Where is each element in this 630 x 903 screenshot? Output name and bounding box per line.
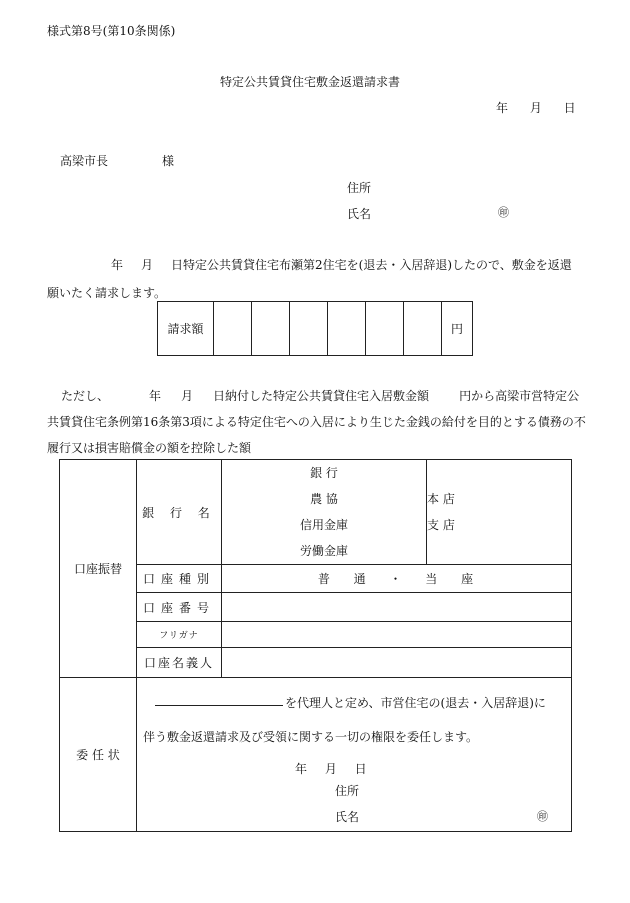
request-year: 年 bbox=[111, 258, 124, 272]
form-number: 様式第8号(第10条関係) bbox=[47, 24, 176, 38]
amount-label: 請求額 bbox=[158, 302, 214, 356]
mandate-seal-mark: ㊞ bbox=[537, 810, 548, 823]
mandate-name-label: 氏名 bbox=[335, 810, 360, 824]
deduction-intro: ただし、 bbox=[61, 389, 110, 403]
mandate-line-2: 伴う敷金返還請求及び受領に関する一切の権限を委任します。 bbox=[143, 730, 479, 744]
account-table bbox=[59, 459, 572, 832]
amount-digit-cell[interactable] bbox=[214, 302, 252, 356]
amount-box bbox=[157, 301, 473, 356]
request-month: 月 bbox=[141, 258, 154, 272]
applicant-address-label: 住所 bbox=[347, 181, 372, 195]
branch-main: 本 店 bbox=[427, 492, 455, 506]
addressee-honorific: 様 bbox=[162, 154, 175, 168]
bank-type-agri: 農 協 bbox=[310, 492, 338, 506]
document-title: 特定公共賃貸住宅敷金返還請求書 bbox=[220, 75, 401, 89]
deduction-month: 月 bbox=[181, 389, 194, 403]
account-holder-label: 口座名義人 bbox=[137, 648, 222, 678]
account-number-label: 口座番号 bbox=[137, 593, 222, 622]
document-date: 年 月 日 bbox=[496, 101, 576, 115]
bank-type-options[interactable] bbox=[222, 460, 427, 565]
deduction-year: 年 bbox=[149, 389, 162, 403]
addressee-city: 高梁市長 bbox=[60, 154, 109, 168]
deduction-text-cont: 円から高梁市営特定公共賃貸住宅条例第16条第3項による特定住宅への入居により生じた金銭の給付を目的とする債務の不履行又は損害賠償金の額を控除した額 bbox=[47, 389, 586, 455]
applicant-name-label: 氏名 bbox=[347, 207, 372, 221]
amount-digit-cell[interactable] bbox=[252, 302, 290, 356]
account-section-label: 口座振替 bbox=[60, 460, 137, 678]
branch-type-options[interactable] bbox=[427, 460, 572, 565]
amount-unit: 円 bbox=[442, 302, 473, 356]
seal-mark: ㊞ bbox=[498, 206, 509, 219]
mandate-date: 年 月 日 bbox=[295, 762, 367, 776]
account-type-label: 口座種別 bbox=[137, 565, 222, 593]
account-number-field[interactable] bbox=[222, 593, 572, 622]
amount-digit-cell[interactable] bbox=[290, 302, 328, 356]
bank-type-rokin: 労働金庫 bbox=[299, 544, 348, 558]
proxy-name-blank[interactable] bbox=[155, 693, 283, 706]
branch-sub: 支 店 bbox=[427, 518, 455, 532]
bank-type-bank: 銀 行 bbox=[310, 466, 338, 480]
request-text: 日特定公共賃貸住宅布瀬第2住宅を(退去・入居辞退)したので、敷金を返還願いたく請求します。 bbox=[47, 258, 572, 300]
account-type-value[interactable]: 普 通 ・ 当 座 bbox=[222, 565, 572, 593]
mandate-body bbox=[137, 678, 572, 832]
mandate-line-1: を代理人と定め、市営住宅の(退去・入居辞退)に bbox=[285, 696, 546, 710]
amount-digit-cell[interactable] bbox=[366, 302, 404, 356]
furigana-label: フリガナ bbox=[137, 622, 222, 648]
account-holder-field[interactable] bbox=[222, 648, 572, 678]
bank-type-shinkin: 信用金庫 bbox=[299, 518, 348, 532]
amount-digit-cell[interactable] bbox=[328, 302, 366, 356]
mandate-section-label: 委 任 状 bbox=[60, 678, 137, 832]
request-paragraph bbox=[47, 251, 582, 307]
mandate-address-label: 住所 bbox=[335, 784, 360, 798]
amount-digit-cell[interactable] bbox=[404, 302, 442, 356]
furigana-field[interactable] bbox=[222, 622, 572, 648]
deduction-text: 日納付した特定公共賃貸住宅入居敷金額 bbox=[213, 389, 430, 403]
deduction-paragraph bbox=[47, 383, 587, 461]
bank-name-label: 銀 行 名 bbox=[137, 460, 222, 565]
